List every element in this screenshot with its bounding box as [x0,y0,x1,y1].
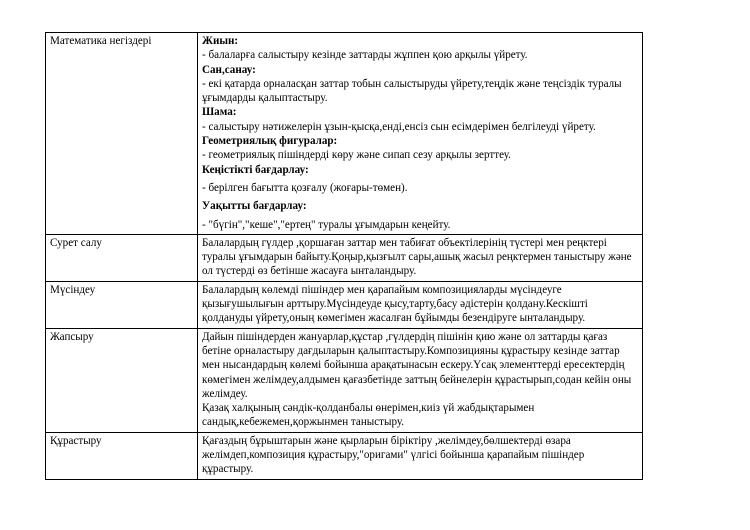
subject-cell: Құрастыру [46,432,198,479]
curriculum-table [45,32,643,480]
content-cell [198,432,643,479]
section-heading: Сан,санау: [202,63,256,76]
cell-paragraph: Балалардың көлемді пішіндер мен қарапайым композицияларды мүсіндеуге қызығушылығын арттыру.Мүсіндеуде қысу,тарту,басу әдістерін қолдану.Кескішті қолдануды үйрету,оның көмегімен жасалған бұйымды безендіруге ынталандыру. [202,283,588,325]
table-row [46,281,643,328]
subject-cell: Мүсіндеу [46,281,198,328]
section-heading: Шама: [202,106,237,119]
section-text: - екі қатарда орналасқан заттар тобын салыстыруды үйрету,теңдік және теңсіздік туралы ұғымдарды қалыптастыру. [202,77,622,105]
subject-cell: Жапсыру [46,328,198,432]
cell-paragraph: Дайын пішіндерден жануарлар,құстар ,гүлдердің пішінін қию және ол заттарды қағаз бетіне орналастыру дағдыларын қалыптастыру.Композицияны құрастыру кезінде заттар мен нысандардың көлемі бойынша арақатынасын ескеру.Үсақ элементтерді ересектердің көмегімен желімдеу,алдымен қағазбетінде заттың бейнелерін құрастырып,содан кейін оны желімдеу. [202,330,632,400]
content-cell [198,234,643,281]
section-heading: Уақытты бағдарлау: [202,200,307,213]
section-text: - "бүгін","кеше","ертең" туралы ұғымдарын кеңейту. [202,218,451,231]
table-row [46,328,643,432]
cell-paragraph: Балалардың гүлдер ,қоршаған заттар мен табиғат объектілерінің түстері мен реңктері туралы ұғымдарын байыту.Қоңыр,қызғылт сары,ашық жасыл реңктермен таныстыру және ол түстерді өз бетінше жасауға ынталандыру. [202,236,632,278]
cell-paragraph: Қағаздың бұрыштарын және қырларын біріктіру ,желімдеу,бөлшектерді өзара желімдеп,композиция құрастыру,"оригами" үлгісі бойынша қарапайым пішіндер құрастыру. [202,434,585,476]
section-text: - геометриялық пішіндерді көру және сипап сезу арқылы зерттеу. [202,149,511,162]
section-text: - балаларға салыстыру кезінде заттарды жұппен қою арқылы үйрету. [202,49,528,62]
section-heading: Геометриялық фигуралар: [202,135,338,148]
section-text: - берілген бағытта қозғалу (жоғары-төмен). [202,181,408,194]
subject-cell: Математика негіздері [46,33,198,235]
table-row [46,33,643,235]
content-cell [198,33,643,235]
section-heading: Жиын: [202,35,239,47]
table-row [46,234,643,281]
section-heading: Кеңістікті бағдарлау: [202,163,309,176]
subject-cell: Сурет салу [46,234,198,281]
cell-paragraph: Қазақ халқының сәндік-қолданбалы өнерімен,киіз үй жабдықтарымен сандық,кебежемен,қоржынмен таныстыру. [202,402,535,429]
content-cell [198,328,643,432]
content-cell [198,281,643,328]
section-text: - салыстыру нәтижелерін ұзын-қысқа,енді,енсіз сын есімдерімен белгілеуді үйрету. [202,120,596,133]
table-row [46,432,643,479]
